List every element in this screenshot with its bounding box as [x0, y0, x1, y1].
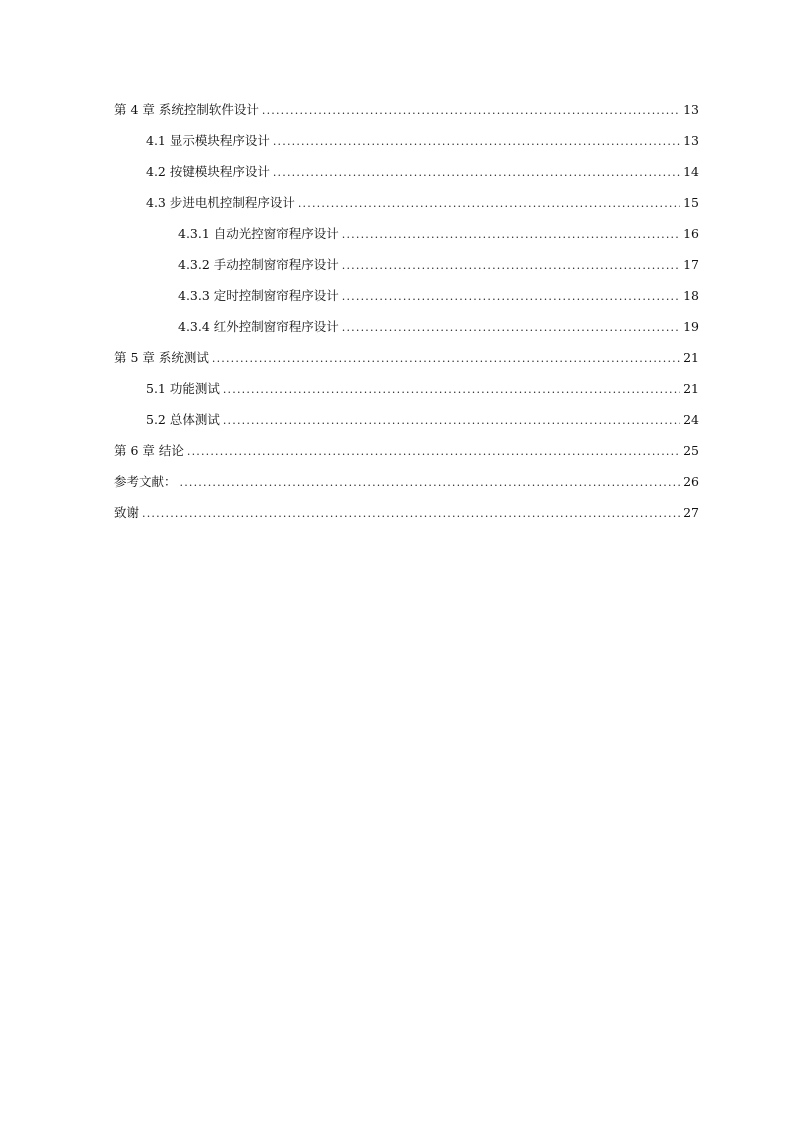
toc-page-number: 25: [683, 443, 699, 458]
toc-entry-title: 4.3 步进电机控制程序设计: [146, 195, 295, 210]
toc-entry-4-2[interactable]: [114, 161, 699, 192]
toc-entry-acknowledgements[interactable]: [114, 502, 699, 533]
toc-dot-leader: [342, 317, 680, 339]
toc-page-number: 26: [683, 474, 699, 489]
toc-dot-leader: [342, 255, 680, 277]
toc-entry-4-3-2[interactable]: [114, 254, 699, 285]
toc-page-number: 27: [683, 505, 699, 520]
toc-page-number: 13: [683, 102, 699, 117]
toc-entry-4-3-4[interactable]: [114, 316, 699, 347]
toc-dot-leader: [262, 100, 680, 122]
toc-entry-title: 第 5 章 系统测试: [114, 350, 209, 365]
toc-entry-chapter-4[interactable]: [114, 99, 699, 130]
toc-page-number: 19: [683, 319, 699, 334]
toc-entry-title: 第 4 章 系统控制软件设计: [114, 102, 259, 117]
toc-entry-title: 4.3.2 手动控制窗帘程序设计: [178, 257, 339, 272]
toc-page-number: 24: [683, 412, 699, 427]
toc-entry-5-1[interactable]: [114, 378, 699, 409]
toc-entry-title: 4.3.4 红外控制窗帘程序设计: [178, 319, 339, 334]
toc-page-number: 21: [683, 350, 699, 365]
toc-dot-leader: [180, 472, 680, 494]
toc-entry-4-3-3[interactable]: [114, 285, 699, 316]
table-of-contents: [114, 99, 699, 533]
toc-entry-chapter-5[interactable]: [114, 347, 699, 378]
toc-entry-title: 4.3.3 定时控制窗帘程序设计: [178, 288, 339, 303]
toc-dot-leader: [342, 286, 680, 308]
toc-dot-leader: [212, 348, 680, 370]
toc-dot-leader: [273, 131, 680, 153]
toc-entry-references[interactable]: [114, 471, 699, 502]
toc-page-number: 18: [683, 288, 699, 303]
toc-entry-5-2[interactable]: [114, 409, 699, 440]
toc-entry-title: 5.2 总体测试: [146, 412, 220, 427]
toc-page-number: 15: [683, 195, 699, 210]
toc-dot-leader: [223, 379, 680, 401]
toc-entry-title: 参考文献：: [114, 474, 177, 489]
toc-entry-title: 5.1 功能测试: [146, 381, 220, 396]
toc-entry-title: 4.2 按键模块程序设计: [146, 164, 270, 179]
toc-page-number: 17: [683, 257, 699, 272]
toc-entry-4-3-1[interactable]: [114, 223, 699, 254]
toc-entry-title: 致谢: [114, 505, 140, 520]
toc-dot-leader: [223, 410, 680, 432]
toc-entry-title: 4.1 显示模块程序设计: [146, 133, 270, 148]
toc-page-number: 16: [683, 226, 699, 241]
toc-dot-leader: [187, 441, 680, 463]
toc-page-number: 21: [683, 381, 699, 396]
toc-entry-4-1[interactable]: [114, 130, 699, 161]
toc-entry-4-3[interactable]: [114, 192, 699, 223]
toc-dot-leader: [342, 224, 680, 246]
toc-entry-chapter-6[interactable]: [114, 440, 699, 471]
toc-dot-leader: [273, 162, 680, 184]
toc-dot-leader: [298, 193, 680, 215]
toc-page-number: 14: [683, 164, 699, 179]
toc-entry-title: 4.3.1 自动光控窗帘程序设计: [178, 226, 339, 241]
toc-page-number: 13: [683, 133, 699, 148]
toc-entry-title: 第 6 章 结论: [114, 443, 184, 458]
toc-dot-leader: [142, 503, 680, 525]
